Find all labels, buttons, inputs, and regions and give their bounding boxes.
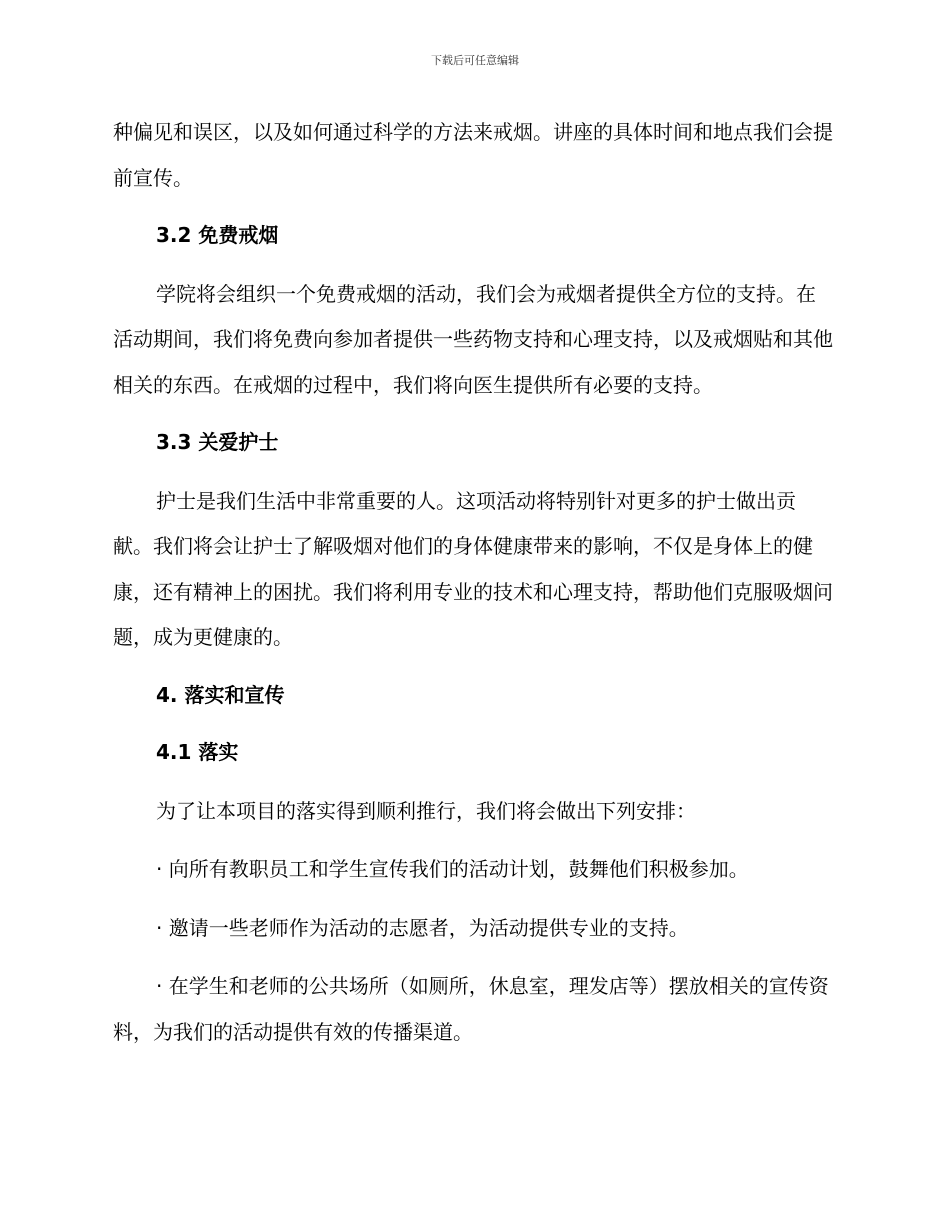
heading-4-1: 4.1 落实: [156, 740, 239, 764]
paragraph-arrangements-intro: 为了让本项目的落实得到顺利推行，我们将会做出下列安排：: [156, 798, 696, 823]
heading-4: 4. 落实和宣传: [156, 682, 285, 707]
paragraph-free-quit-smoking: 学院将会组织一个免费戒烟的活动，我们会为戒烟者提供全方位的支持。在活动期间，我们将免费向参加者提供一些药物支持和心理支持，以及戒烟贴和其他相关的东西。在戒烟的过程中，我们将向医生提供所有必要的支持。: [113, 281, 833, 397]
paragraph-intro-continued: 种偏见和误区，以及如何通过科学的方法来戒烟。讲座的具体时间和地点我们会提前宣传。: [113, 120, 833, 190]
heading-3-2: 3.2 免费戒烟: [156, 223, 279, 247]
bullet-item-volunteers: · 邀请一些老师作为活动的志愿者，为活动提供专业的支持。: [156, 915, 689, 940]
bullet-item-materials: · 在学生和老师的公共场所（如厕所，休息室，理发店等）摆放相关的宣传资料，为我们的活动提供有效的传播渠道。: [113, 974, 829, 1044]
bullet-item-promote: · 向所有教职员工和学生宣传我们的活动计划，鼓舞他们积极参加。: [156, 857, 749, 881]
document-body: [113, 110, 835, 1055]
page-header: 下载后可任意编辑: [431, 54, 519, 67]
paragraph-care-nurses: 护士是我们生活中非常重要的人。这项活动将特别针对更多的护士做出贡献。我们将会让护士了解吸烟对他们的身体健康带来的影响，不仅是身体上的健康，还有精神上的困扰。我们将利用专业的技术和心理支持，帮助他们克服吸烟问题，成为更健康的。: [113, 488, 833, 649]
heading-3-3: 3.3 关爱护士: [156, 430, 279, 454]
